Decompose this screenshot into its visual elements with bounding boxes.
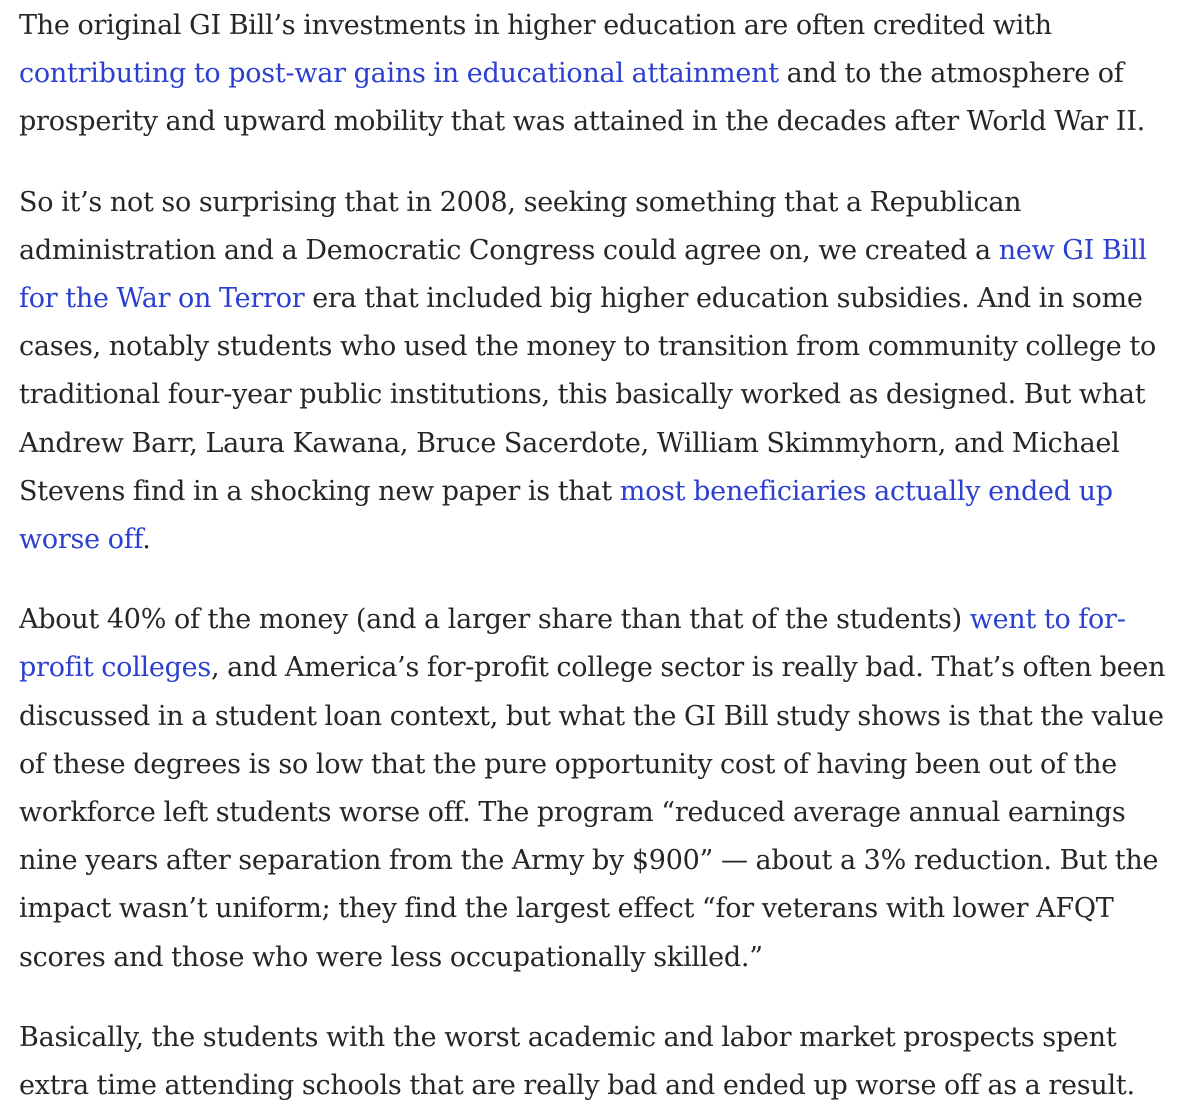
paragraph-for-profit-colleges	[19, 596, 1182, 982]
text-segment: So it’s not so surprising that in 2008, seeking something that a Republican administration and a Democratic Congress could agree on, we created a	[19, 186, 1022, 266]
text-segment: The original GI Bill’s investments in higher education are often credited with	[19, 10, 1052, 41]
text-segment: Basically, the students with the worst academic and labor market prospects spent extra time attending schools that are really bad and ended up worse off as a result.	[19, 1021, 1135, 1102]
text-segment: era that included big higher education subsidies. And in some cases, notably students who used the money to transition from community college to traditional four-year public institutions, this basically worked as designed. But what Andrew Barr, Laura Kawana, Bruce Sacerdote, William Skimmyhorn, and Michael Stevens find in a shocking new paper is that	[19, 283, 1156, 507]
paragraph-new-gi-bill	[19, 179, 1182, 565]
text-segment: .	[142, 524, 151, 556]
text-segment: About 40% of the money (and a larger share than that of the students)	[19, 604, 970, 636]
link-new-gi-bill[interactable]: new GI Bill for the War on Terror	[19, 234, 1147, 315]
paragraph-conclusion	[19, 1014, 1182, 1110]
link-beneficiaries-worse-off[interactable]: most beneficiaries actually ended up worse off	[19, 475, 1113, 556]
paragraph-gi-bill-history	[19, 2, 1182, 147]
link-educational-attainment[interactable]: contributing to post-war gains in educational attainment	[19, 58, 779, 90]
text-segment: and to the atmosphere of prosperity and upward mobility that was attained in the decades after World War II.	[19, 58, 1145, 138]
text-segment: , and America’s for-profit college sector is really bad. That’s often been discussed in a student loan context, but what the GI Bill study shows is that the value of these degrees is so low that the pure opportunity cost of having been out of the workforce left students worse off. The program “reduced average annual earnings nine years after separation from the Army by $900” — about a 3% reduction. But the impact wasn’t uniform; they find the largest effect “for veterans with lower AFQT scores and those who were less occupationally skilled.”	[19, 652, 1166, 973]
link-for-profit-colleges[interactable]: went to for-profit colleges	[19, 604, 1126, 684]
